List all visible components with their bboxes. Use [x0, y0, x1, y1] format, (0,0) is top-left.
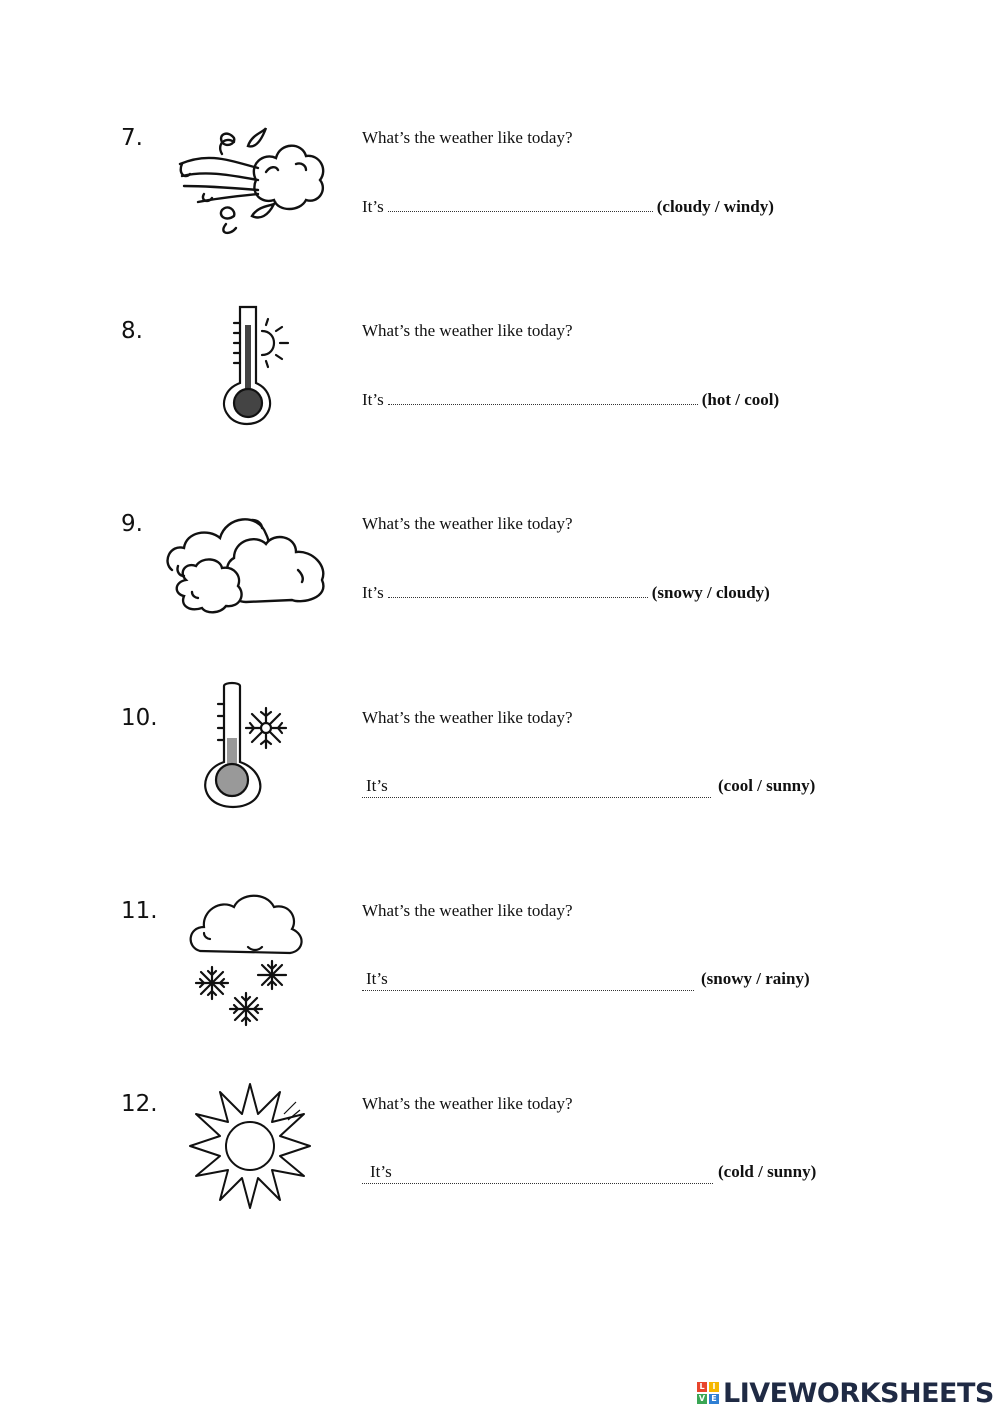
answer-blank[interactable]	[396, 1161, 709, 1177]
exercise-item-10	[0, 704, 1000, 834]
answer-line	[362, 581, 770, 604]
hot-thermometer-icon	[218, 303, 298, 428]
logo-mark-letter: I	[709, 1382, 719, 1392]
liveworksheets-logo	[697, 1378, 994, 1408]
answer-line	[362, 1161, 713, 1184]
cold-thermometer-icon	[200, 682, 296, 812]
item-number: 7.	[121, 125, 143, 151]
exercise-item-9	[0, 510, 1000, 640]
answer-blank[interactable]	[392, 775, 707, 791]
exercise-item-8	[0, 317, 1000, 447]
clouds-icon	[162, 510, 328, 618]
exercise-item-11	[0, 897, 1000, 1027]
answer-options: (snowy / cloudy)	[651, 583, 770, 602]
item-number: 11.	[121, 898, 158, 924]
logo-mark-letter: V	[698, 1394, 706, 1403]
sun-icon	[188, 1084, 312, 1208]
answer-options: (hot / cool)	[701, 390, 780, 409]
answer-line	[362, 195, 774, 218]
item-number: 12.	[121, 1091, 158, 1117]
answer-prefix: It’s	[366, 776, 388, 795]
item-number: 8.	[121, 318, 143, 344]
answer-options-wrap	[701, 968, 810, 990]
answer-blank[interactable]	[392, 968, 690, 984]
logo-mark-letter: E	[709, 1394, 719, 1404]
answer-prefix: It’s	[362, 197, 384, 216]
answer-blank[interactable]	[388, 195, 653, 212]
answer-options-wrap	[718, 1161, 816, 1183]
answer-prefix: It’s	[366, 969, 388, 988]
answer-prefix: It’s	[362, 390, 384, 409]
exercise-item-12	[0, 1090, 1000, 1220]
question-text: What’s the weather like today?	[362, 901, 573, 920]
question-text: What’s the weather like today?	[362, 514, 573, 533]
answer-options: (snowy / rainy)	[701, 969, 810, 988]
answer-options: (cloudy / windy)	[656, 197, 774, 216]
question-text: What’s the weather like today?	[362, 321, 573, 340]
item-number: 10.	[121, 705, 158, 731]
logo-mark-icon	[697, 1382, 719, 1404]
item-number: 9.	[121, 511, 143, 537]
answer-prefix: It’s	[362, 583, 384, 602]
logo-mark-letter: L	[697, 1382, 707, 1392]
logo-text: LIVEWORKSHEETS	[723, 1377, 994, 1409]
question-text: What’s the weather like today?	[362, 128, 573, 147]
question-text: What’s the weather like today?	[362, 708, 573, 727]
answer-options: (cool / sunny)	[718, 776, 816, 795]
wind-cloud-icon	[178, 124, 328, 236]
answer-line	[362, 775, 711, 798]
snow-cloud-icon	[186, 891, 306, 1031]
answer-blank[interactable]	[388, 581, 648, 598]
answer-options: (cold / sunny)	[718, 1162, 817, 1181]
question-text: What’s the weather like today?	[362, 1094, 573, 1113]
answer-prefix: It’s	[370, 1162, 392, 1181]
answer-line	[362, 388, 779, 411]
answer-options-wrap	[718, 775, 815, 797]
exercise-item-7	[0, 124, 1000, 254]
answer-line	[362, 968, 694, 991]
answer-blank[interactable]	[388, 388, 698, 405]
